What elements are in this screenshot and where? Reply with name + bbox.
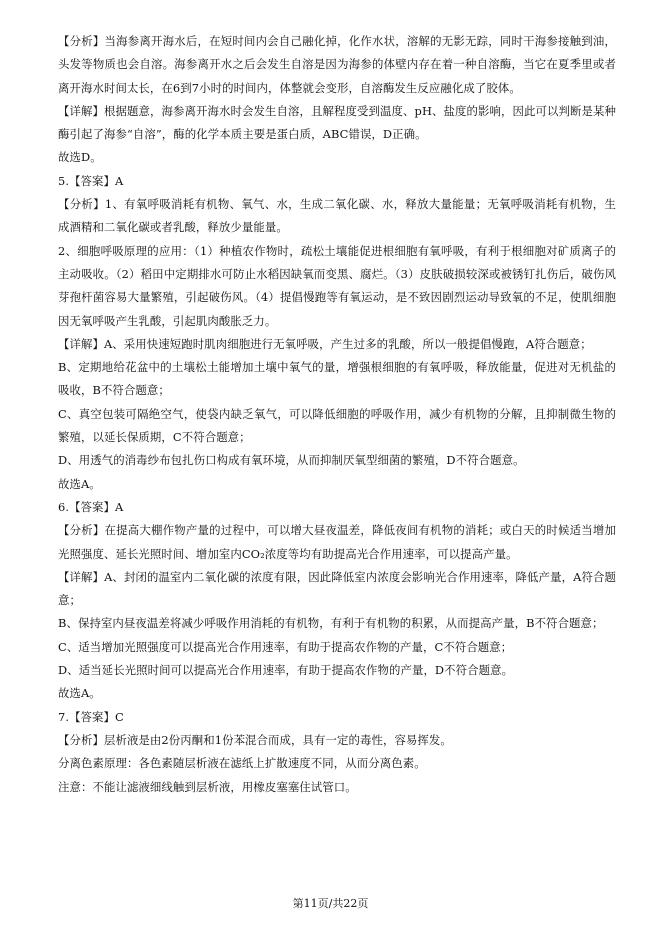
- section-tag: 【详解】: [58, 103, 105, 118]
- section-tag: 【详解】: [58, 336, 104, 351]
- paragraph-text: 当海参离开海水后，在短时间内会自己融化掉，化作水状，溶解的无影无踪，同时干海参接触到油，头发等物质也会自溶。海参离开水之后会发生自溶是因为海参的体壁内存在着一种自溶酶，当它在夏季里或者离开海水时间太长，在6到7小时的时间内，体整就会变形，自溶酶发生反应融化成了胶体。: [58, 34, 616, 95]
- paragraph-text: 故选D。: [58, 150, 102, 165]
- answer-content: [58, 30, 616, 799]
- paragraph: [58, 566, 616, 613]
- paragraph-text: 注意：不能让滤液细线触到层析液，用橡皮塞塞住试管口。: [58, 779, 357, 794]
- answer-value: A: [115, 499, 124, 514]
- answer-value: A: [115, 173, 124, 188]
- page-number: 第11页/共22页: [292, 897, 369, 910]
- section-tag: 【分析】: [58, 732, 104, 747]
- paragraph: [58, 729, 616, 752]
- answer-tag: 7.【答案】: [58, 709, 116, 724]
- answer-line: [58, 496, 616, 519]
- paragraph-text: D、用透气的消毒纱布包扎伤口构成有氧环境，从而抑制厌氧型细菌的繁殖，D不符合题意。: [58, 453, 525, 468]
- paragraph-text: B、保持室内昼夜温差将减少呼吸作用消耗的有机物，有利于有机物的积累，从而提高产量，B不符合题意；: [58, 616, 604, 631]
- paragraph-text: 故选A。: [58, 686, 101, 701]
- answer-tag: 5.【答案】: [58, 173, 116, 188]
- paragraph: [58, 333, 616, 356]
- paragraph: [58, 146, 616, 169]
- paragraph-text: 2、细胞呼吸原理的应用：（1）种植农作物时，疏松土壤能促进根细胞有氧呼吸，有利于根细胞对矿质离子的主动吸收。（2）稻田中定期排水可防止水稻因缺氧而变黑、腐烂。（3）皮肤破损较深或被锈钉扎伤后，破伤风芽孢杆菌容易大量繁殖，引起破伤风。（4）提倡慢跑等有氧运动，是不致因剧烈运动导致氧的不足，使肌细胞因无氧呼吸产生乳酸，引起肌肉酸胀乏力。: [58, 243, 616, 328]
- paragraph-text: B、定期地给花盆中的土壤松土能增加土壤中氧气的量，增强根细胞的有氧呼吸，释放能量，促进对无机盐的吸收，B不符合题意；: [58, 360, 616, 398]
- paragraph: [58, 776, 616, 799]
- paragraph-text: A、封闭的温室内二氧化碳的浓度有限，因此降低室内浓度会影响光合作用速率，降低产量，A符合题意；: [58, 569, 616, 608]
- paragraph: [58, 659, 616, 682]
- paragraph: [58, 240, 616, 333]
- paragraph: [58, 752, 616, 775]
- paragraph-text: 故选A。: [58, 476, 101, 491]
- paragraph: [58, 473, 616, 496]
- paragraph: [58, 612, 616, 635]
- paragraph-text: A、采用快速短跑时肌肉细胞进行无氧呼吸，产生过多的乳酸，所以一般提倡慢跑，A符合题意；: [103, 336, 592, 351]
- paragraph-text: 分离色素原理：各色素随层析液在滤纸上扩散速度不同，从而分离色素。: [58, 756, 426, 771]
- section-tag: 【详解】: [58, 569, 105, 584]
- section-tag: 【分析】: [58, 197, 105, 212]
- paragraph-text: D、适当延长光照时间可以提高光合作用速率，有助于提高农作物的产量，D不符合题意。: [58, 663, 514, 678]
- paragraph-text: 1、有氧呼吸消耗有机物、氧气、水，生成二氧化碳、水，释放大量能量；无氧呼吸消耗有机物，生成酒精和二氧化碳或者乳酸，释放少量能量。: [58, 197, 616, 235]
- paragraph: [58, 403, 616, 450]
- section-tag: 【分析】: [58, 523, 105, 538]
- page-footer: [0, 896, 661, 912]
- paragraph-text: 根据题意，海参离开海水时会发生自溶，且解程度受到温度、pH、盐度的影响，因此可以判断是某种酶引起了海参“自溶”，酶的化学本质主要是蛋白质，ABC错误，D正确。: [58, 103, 616, 142]
- answer-line: [58, 170, 616, 193]
- paragraph-text: C、适当增加光照强度可以提高光合作用速率，有助于提高农作物的产量，C不符合题意；: [58, 639, 513, 654]
- paragraph: [58, 682, 616, 705]
- answer-line: [58, 706, 616, 729]
- paragraph-text: 层析液是由2份丙酮和1份苯混合而成，具有一定的毒性，容易挥发。: [103, 732, 452, 747]
- paragraph: [58, 193, 616, 240]
- paragraph-text: C、真空包装可隔绝空气，使袋内缺乏氧气，可以降低细胞的呼吸作用，减少有机物的分解，且抑制微生物的繁殖，以延长保质期，C不符合题意；: [58, 406, 616, 445]
- answer-value: C: [115, 709, 124, 724]
- paragraph: [58, 100, 616, 147]
- paragraph: [58, 30, 616, 100]
- paragraph-text: 在提高大棚作物产量的过程中，可以增大昼夜温差，降低夜间有机物的消耗；或白天的时候适当增加光照强度、延长光照时间、增加室内CO₂浓度等均有助提高光合作用速率，可以提高产量。: [58, 523, 616, 561]
- paragraph: [58, 356, 616, 403]
- paragraph: [58, 449, 616, 472]
- paragraph: [58, 636, 616, 659]
- paragraph: [58, 519, 616, 566]
- answer-tag: 6.【答案】: [58, 499, 116, 514]
- section-tag: 【分析】: [58, 34, 105, 48]
